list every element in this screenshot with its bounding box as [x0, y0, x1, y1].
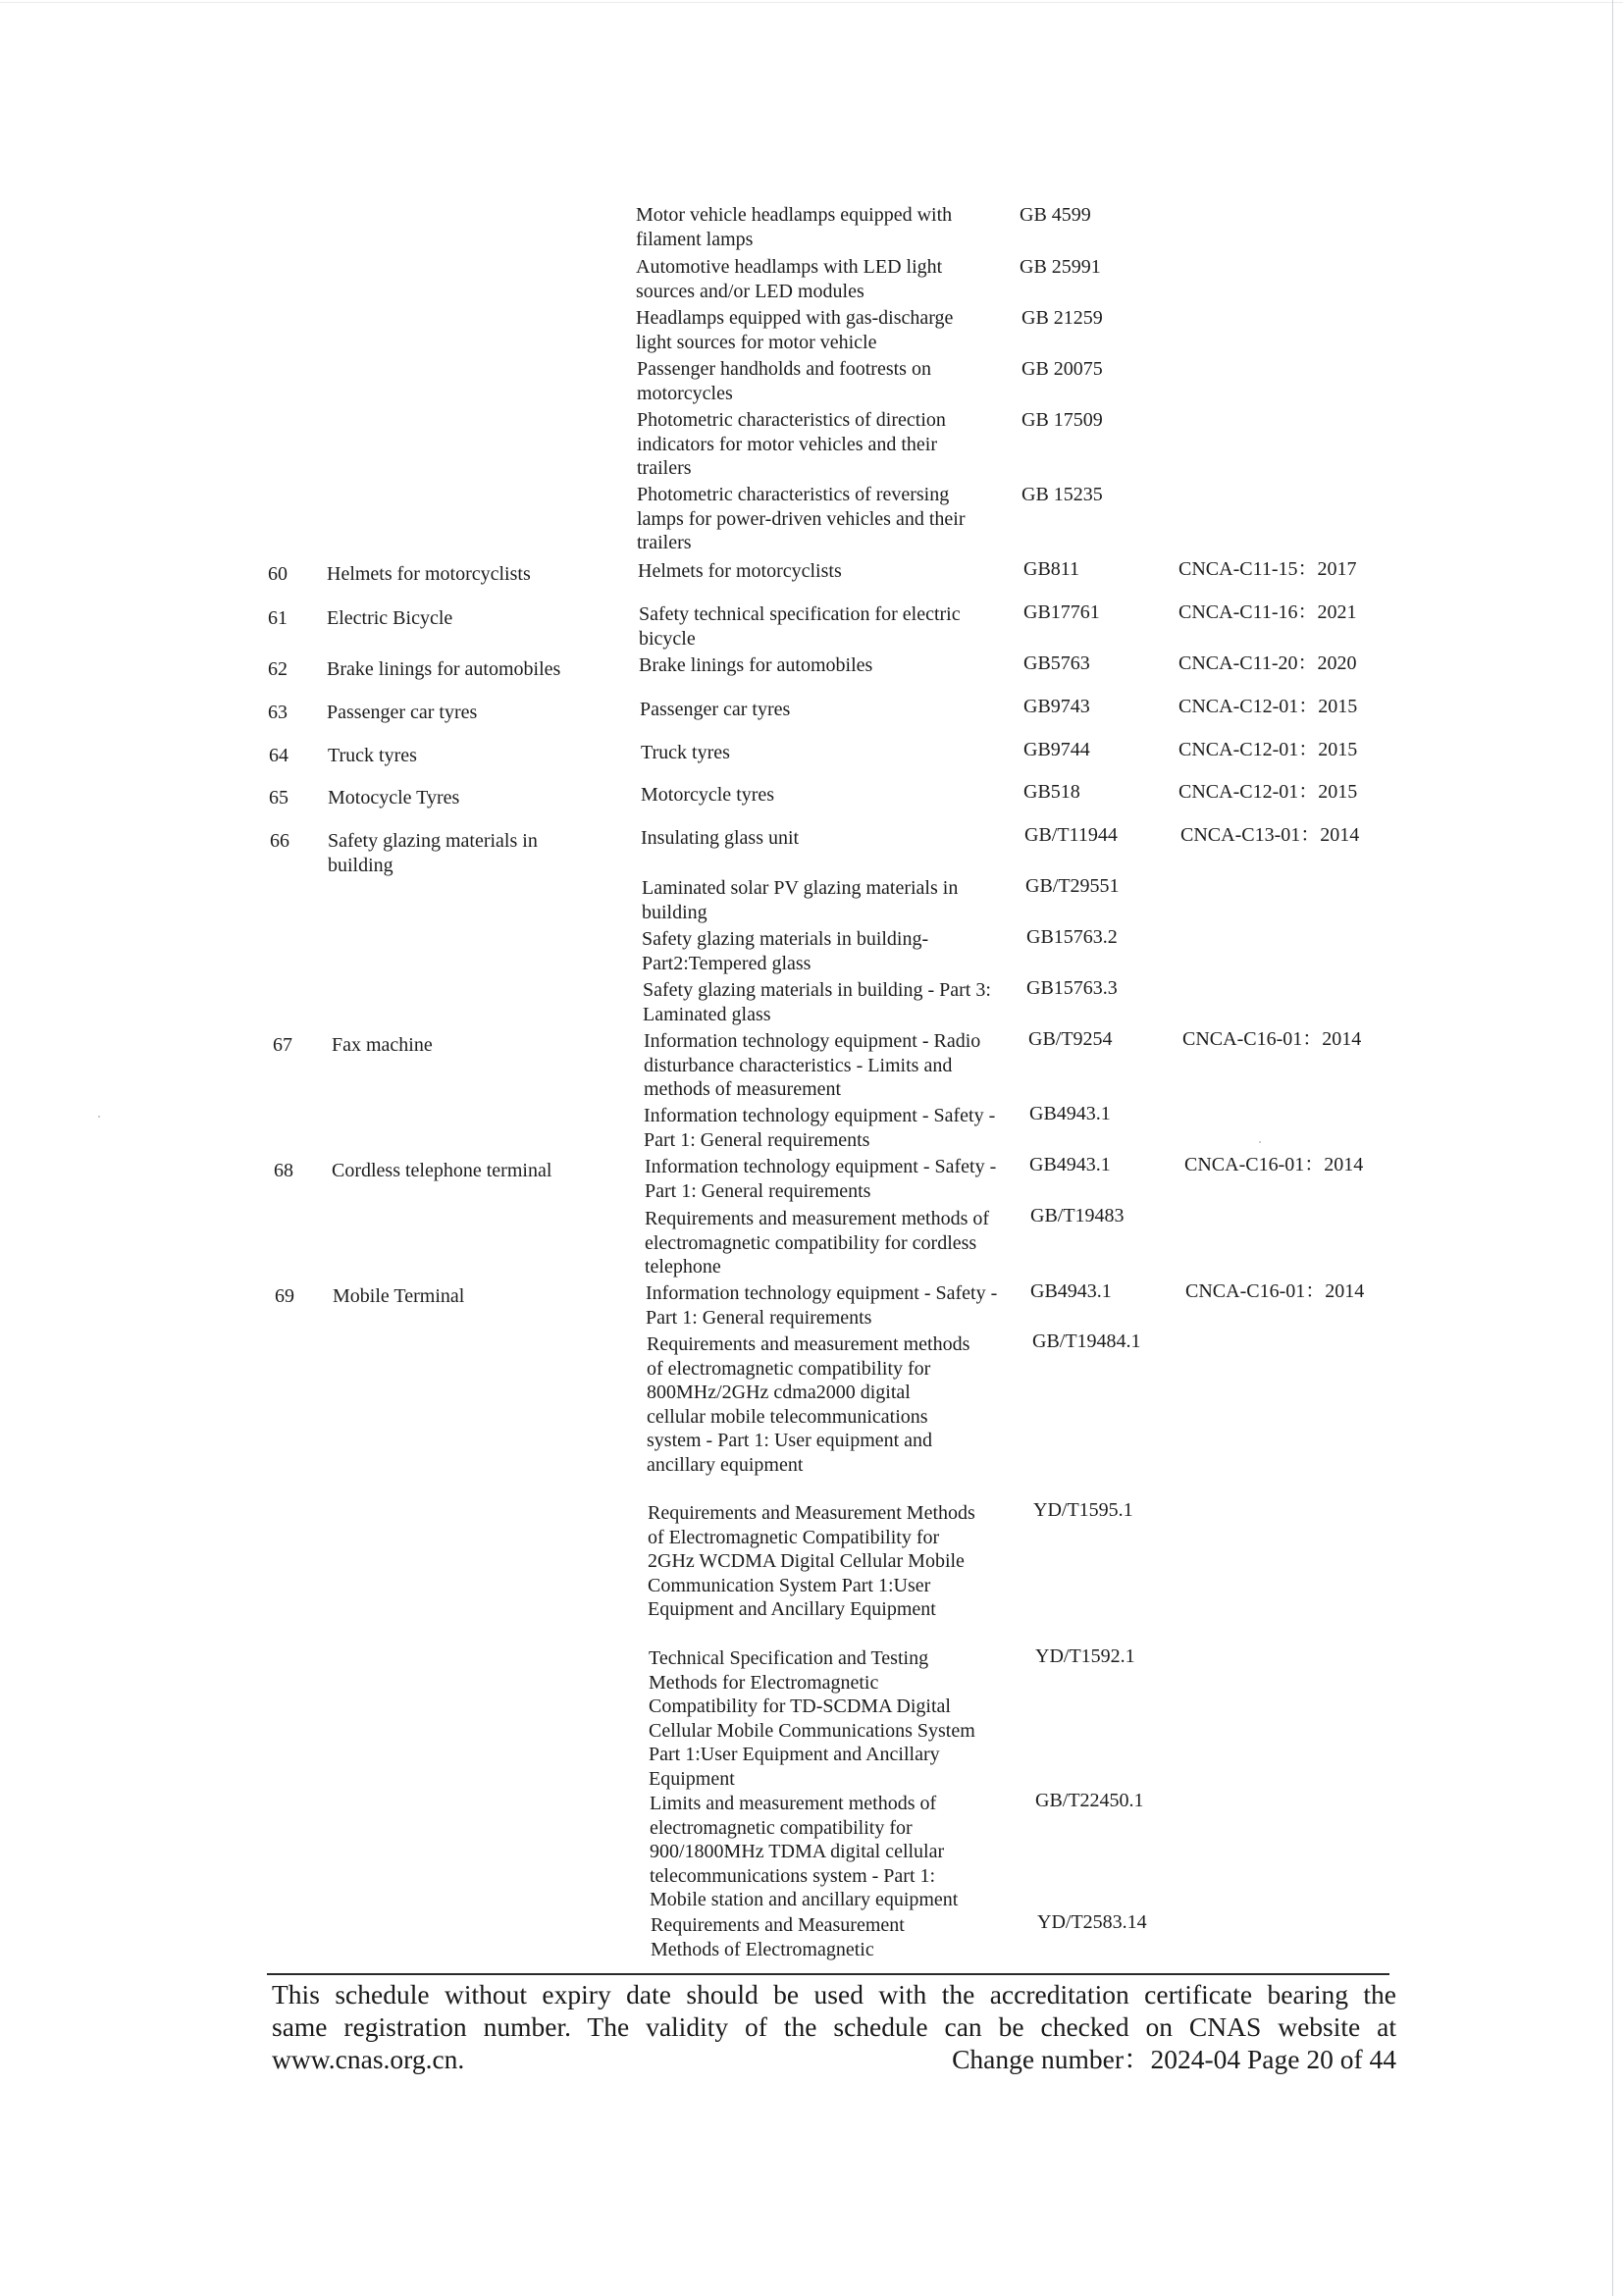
test-item: Photometric characteristics of reversing lamps for power-driven vehicles and their trailers: [637, 484, 966, 553]
row-number: 66: [270, 830, 289, 852]
row-number: 62: [268, 658, 288, 680]
standard-code: GB 25991: [1020, 256, 1101, 278]
standard-code: GB15763.2: [1026, 926, 1118, 948]
standard-code: GB 17509: [1021, 409, 1103, 431]
test-item: Safety glazing materials in building-Part2:Tempered glass: [642, 928, 929, 974]
test-item: Motor vehicle headlamps equipped with filament lamps: [636, 204, 953, 250]
scan-speck: [1259, 1141, 1261, 1143]
test-item: Requirements and Measurement Methods of Electromagnetic Compatibility for 2GHz WCDMA Digital Cellular Mobile Communication System Part 1:User Equipment and Ancillary Equipment: [648, 1502, 975, 1620]
standard-code: GB 20075: [1021, 358, 1103, 380]
footer-last-line: [272, 2043, 1396, 2075]
row-number: 60: [268, 563, 288, 585]
standard-code: YD/T2583.14: [1037, 1911, 1147, 1933]
standard-code: GB9744: [1023, 739, 1090, 760]
standard-code: GB/T11944: [1024, 824, 1118, 846]
standard-code: GB5763: [1023, 652, 1090, 674]
standard-code: GB15763.3: [1026, 977, 1118, 999]
product-name: Cordless telephone terminal: [332, 1160, 552, 1181]
schedule-footer-note: [272, 1978, 1396, 2075]
certification-rule: CNCA-C11-15：2017: [1178, 558, 1357, 580]
cnas-website-link[interactable]: www.cnas.org.cn.: [272, 2044, 465, 2074]
test-item: Information technology equipment - Safety - Part 1: General requirements: [644, 1105, 996, 1151]
standard-code: GB/T19483: [1030, 1205, 1125, 1226]
product-name: Motocycle Tyres: [328, 787, 460, 809]
certification-rule: CNCA-C11-20：2020: [1178, 652, 1357, 674]
test-item: Passenger handholds and footrests on motorcycles: [637, 358, 931, 404]
standard-code: GB 21259: [1021, 307, 1103, 329]
certification-rule: CNCA-C16-01：2014: [1184, 1154, 1364, 1175]
scan-speck: [98, 1116, 100, 1118]
test-item: Laminated solar PV glazing materials in building: [642, 877, 959, 923]
test-item: Technical Specification and Testing Methods for Electromagnetic Compatibility for TD-SCDMA Digital Cellular Mobile Communications System Part 1:User Equipment and Ancillary Equipment: [649, 1647, 975, 1790]
test-item: Safety glazing materials in building - Part 3: Laminated glass: [643, 979, 991, 1025]
standard-code: GB/T22450.1: [1035, 1790, 1144, 1811]
standard-code: GB9743: [1023, 696, 1090, 717]
certification-rule: CNCA-C16-01：2014: [1185, 1280, 1365, 1302]
test-item: Information technology equipment - Radio disturbance characteristics - Limits and methods of measurement: [644, 1030, 981, 1100]
page-top-edge: [0, 2, 1623, 3]
standard-code: GB4943.1: [1029, 1154, 1111, 1175]
certification-rule: CNCA-C16-01：2014: [1182, 1028, 1362, 1050]
certification-rule: CNCA-C12-01：2015: [1178, 781, 1358, 803]
product-name: Passenger car tyres: [327, 702, 478, 723]
standard-code: GB811: [1023, 558, 1080, 580]
row-number: 61: [268, 607, 288, 629]
footer-line: same registration number. The validity of the schedule can be checked on CNAS website at: [272, 2011, 1396, 2042]
test-item: Headlamps equipped with gas-discharge light sources for motor vehicle: [636, 307, 954, 353]
test-item: Automotive headlamps with LED light sources and/or LED modules: [636, 256, 943, 302]
test-item: Safety technical specification for electric bicycle: [639, 603, 961, 650]
test-item: Helmets for motorcyclists: [638, 560, 842, 582]
standard-code: GB/T9254: [1028, 1028, 1113, 1050]
product-name: Truck tyres: [328, 745, 417, 766]
test-item: Insulating glass unit: [641, 827, 800, 849]
test-item: Passenger car tyres: [640, 699, 791, 720]
standard-code: GB17761: [1023, 601, 1100, 623]
test-item: Motorcycle tyres: [641, 784, 775, 806]
page-right-edge: [1612, 0, 1613, 2296]
row-number: 68: [274, 1160, 293, 1181]
standard-code: GB4943.1: [1030, 1280, 1112, 1302]
standard-code: YD/T1592.1: [1035, 1645, 1135, 1667]
footer-line: This schedule without expiry date should be used with the accreditation certificate bearing the: [272, 1979, 1396, 2009]
certification-rule: CNCA-C12-01：2015: [1178, 696, 1358, 717]
test-item: Truck tyres: [641, 742, 730, 763]
certification-rule: CNCA-C11-16：2021: [1178, 601, 1357, 623]
change-number-page-info: Change number：2024-04 Page 20 of 44: [952, 2044, 1396, 2074]
product-name: Mobile Terminal: [333, 1285, 465, 1307]
product-name: Safety glazing materials in building: [328, 830, 538, 876]
standard-code: GB 15235: [1021, 484, 1103, 505]
row-number: 63: [268, 702, 288, 723]
product-name: Helmets for motorcyclists: [327, 563, 531, 585]
certification-rule: CNCA-C13-01：2014: [1180, 824, 1360, 846]
test-item: Information technology equipment - Safety - Part 1: General requirements: [645, 1156, 997, 1202]
row-number: 67: [273, 1034, 292, 1056]
standard-code: YD/T1595.1: [1033, 1499, 1133, 1521]
test-item: Photometric characteristics of direction indicators for motor vehicles and their trailers: [637, 409, 946, 479]
standard-code: GB/T29551: [1025, 875, 1120, 897]
footer-divider: [267, 1973, 1389, 1975]
product-name: Electric Bicycle: [327, 607, 453, 629]
certification-rule: CNCA-C12-01：2015: [1178, 739, 1358, 760]
test-item: Requirements and measurement methods of electromagnetic compatibility for cordless telephone: [645, 1208, 990, 1278]
standard-code: GB/T19484.1: [1032, 1331, 1141, 1352]
standard-code: GB4943.1: [1029, 1103, 1111, 1124]
test-item: Limits and measurement methods of electromagnetic compatibility for 900/1800MHz TDMA digital cellular telecommunications system - Part 1: Mobile station and ancillary equipment: [650, 1793, 959, 1910]
product-name: Fax machine: [332, 1034, 433, 1056]
product-name: Brake linings for automobiles: [327, 658, 561, 680]
test-item: Requirements and measurement methods of electromagnetic compatibility for 800MHz/2GHz cdma2000 digital cellular mobile telecommunications system - Part 1: User equipment and ancillary equipment: [647, 1333, 970, 1476]
standard-code: GB 4599: [1020, 204, 1091, 226]
test-item: Requirements and Measurement Methods of Electromagnetic: [651, 1914, 905, 1960]
row-number: 69: [275, 1285, 294, 1307]
row-number: 64: [269, 745, 288, 766]
test-item: Information technology equipment - Safety - Part 1: General requirements: [646, 1282, 998, 1329]
standard-code: GB518: [1023, 781, 1080, 803]
row-number: 65: [269, 787, 288, 809]
test-item: Brake linings for automobiles: [639, 654, 873, 676]
